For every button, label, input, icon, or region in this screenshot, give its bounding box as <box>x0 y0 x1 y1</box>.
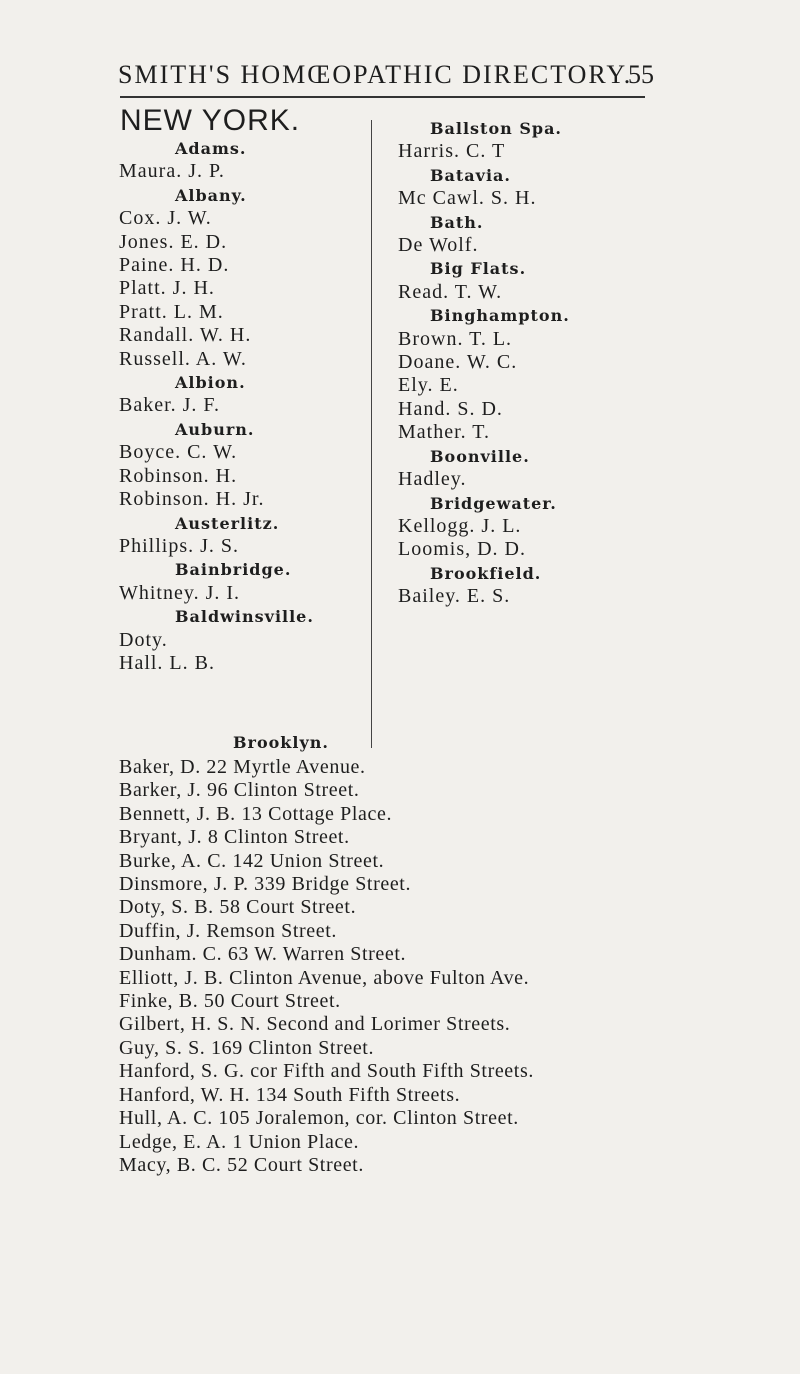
physician-name: Doane. W. C. <box>398 351 518 374</box>
physician-name: Read. T. W. <box>398 280 503 303</box>
physician-name: Cox. J. W. <box>119 207 212 230</box>
physician-name: Hadley. <box>398 468 467 491</box>
column-divider <box>371 120 372 748</box>
physician-name: Platt. J. H. <box>119 277 215 300</box>
brooklyn-entry: Bryant, J. 8 Clinton Street. <box>119 826 350 849</box>
physician-name: Robinson. H. Jr. <box>119 488 265 511</box>
brooklyn-entry: Doty, S. B. 58 Court Street. <box>119 896 357 919</box>
physician-name: Ely. E. <box>398 374 459 397</box>
page-header-title: SMITH'S HOMŒOPATHIC DIRECTORY. <box>118 60 633 89</box>
physician-name: Mather. T. <box>398 421 491 444</box>
physician-name: Hand. S. D. <box>398 397 503 420</box>
town-heading: Bath. <box>430 212 484 232</box>
physician-name: Kellogg. J. L. <box>398 514 522 537</box>
physician-name: Pratt. L. M. <box>119 300 224 323</box>
town-heading: Albany. <box>175 185 247 205</box>
brooklyn-list <box>119 756 779 1177</box>
physician-name: Maura. J. P. <box>119 160 225 183</box>
brooklyn-entry: Guy, S. S. 169 Clinton Street. <box>119 1036 375 1059</box>
brooklyn-entry: Ledge, E. A. 1 Union Place. <box>119 1130 360 1153</box>
town-heading: Ballston Spa. <box>430 119 562 138</box>
brooklyn-heading: Brooklyn. <box>233 733 329 752</box>
physician-name: Hall. L. B. <box>119 651 215 674</box>
left-column <box>119 137 364 675</box>
physician-name: Doty. <box>119 628 168 651</box>
brooklyn-entry: Baker, D. 22 Myrtle Avenue. <box>119 756 366 778</box>
brooklyn-entry: Finke, B. 50 Court Street. <box>119 990 341 1013</box>
state-heading: NEW YORK. <box>120 104 301 137</box>
town-heading: Boonville. <box>430 446 530 466</box>
physician-name: Boyce. C. W. <box>119 441 238 464</box>
physician-name: Mc Cawl. S. H. <box>398 187 537 210</box>
town-heading: Baldwinsville. <box>175 607 314 627</box>
brooklyn-entry: Macy, B. C. 52 Court Street. <box>119 1153 364 1176</box>
brooklyn-entry: Dinsmore, J. P. 339 Bridge Street. <box>119 873 412 896</box>
physician-name: Baker. J. F. <box>119 394 220 417</box>
header-rule <box>120 96 645 98</box>
brooklyn-entry: Hanford, W. H. 134 South Fifth Streets. <box>119 1083 461 1106</box>
page-number: 55 <box>628 60 654 89</box>
physician-name: Jones. E. D. <box>119 230 228 253</box>
town-heading: Adams. <box>175 139 247 158</box>
physician-name: Phillips. J. S. <box>119 534 240 557</box>
physician-name: Whitney. J. I. <box>119 581 241 604</box>
town-heading: Bridgewater. <box>430 493 557 513</box>
physician-name: Randall. W. H. <box>119 324 252 347</box>
town-heading: Auburn. <box>175 419 255 439</box>
town-heading: Albion. <box>175 373 246 393</box>
brooklyn-entry: Barker, J. 96 Clinton Street. <box>119 779 360 802</box>
brooklyn-entry: Hull, A. C. 105 Joralemon, cor. Clinton Street. <box>119 1107 519 1130</box>
right-column <box>398 117 668 609</box>
physician-name: Bailey. E. S. <box>398 585 511 608</box>
town-heading: Batavia. <box>430 165 511 185</box>
town-heading: Brookfield. <box>430 563 542 583</box>
physician-name: Paine. H. D. <box>119 254 230 277</box>
brooklyn-entry: Elliott, J. B. Clinton Avenue, above Fulton Ave. <box>119 966 530 989</box>
brooklyn-entry: Hanford, S. G. cor Fifth and South Fifth Streets. <box>119 1060 534 1083</box>
physician-name: Harris. C. T <box>398 140 506 163</box>
town-heading: Big Flats. <box>430 259 527 279</box>
physician-name: Brown. T. L. <box>398 327 513 350</box>
town-heading: Binghampton. <box>430 306 570 326</box>
brooklyn-entry: Bennett, J. B. 13 Cottage Place. <box>119 802 393 825</box>
physician-name: De Wolf. <box>398 234 479 257</box>
brooklyn-entry: Dunham. C. 63 W. Warren Street. <box>119 943 407 966</box>
town-heading: Bainbridge. <box>175 560 292 580</box>
brooklyn-entry: Burke, A. C. 142 Union Street. <box>119 849 385 872</box>
brooklyn-entry: Duffin, J. Remson Street. <box>119 919 337 942</box>
brooklyn-entry: Gilbert, H. S. N. Second and Lorimer Streets. <box>119 1013 511 1036</box>
physician-name: Russell. A. W. <box>119 347 247 370</box>
town-heading: Austerlitz. <box>175 513 280 533</box>
physician-name: Loomis, D. D. <box>398 538 526 561</box>
physician-name: Robinson. H. <box>119 464 238 487</box>
